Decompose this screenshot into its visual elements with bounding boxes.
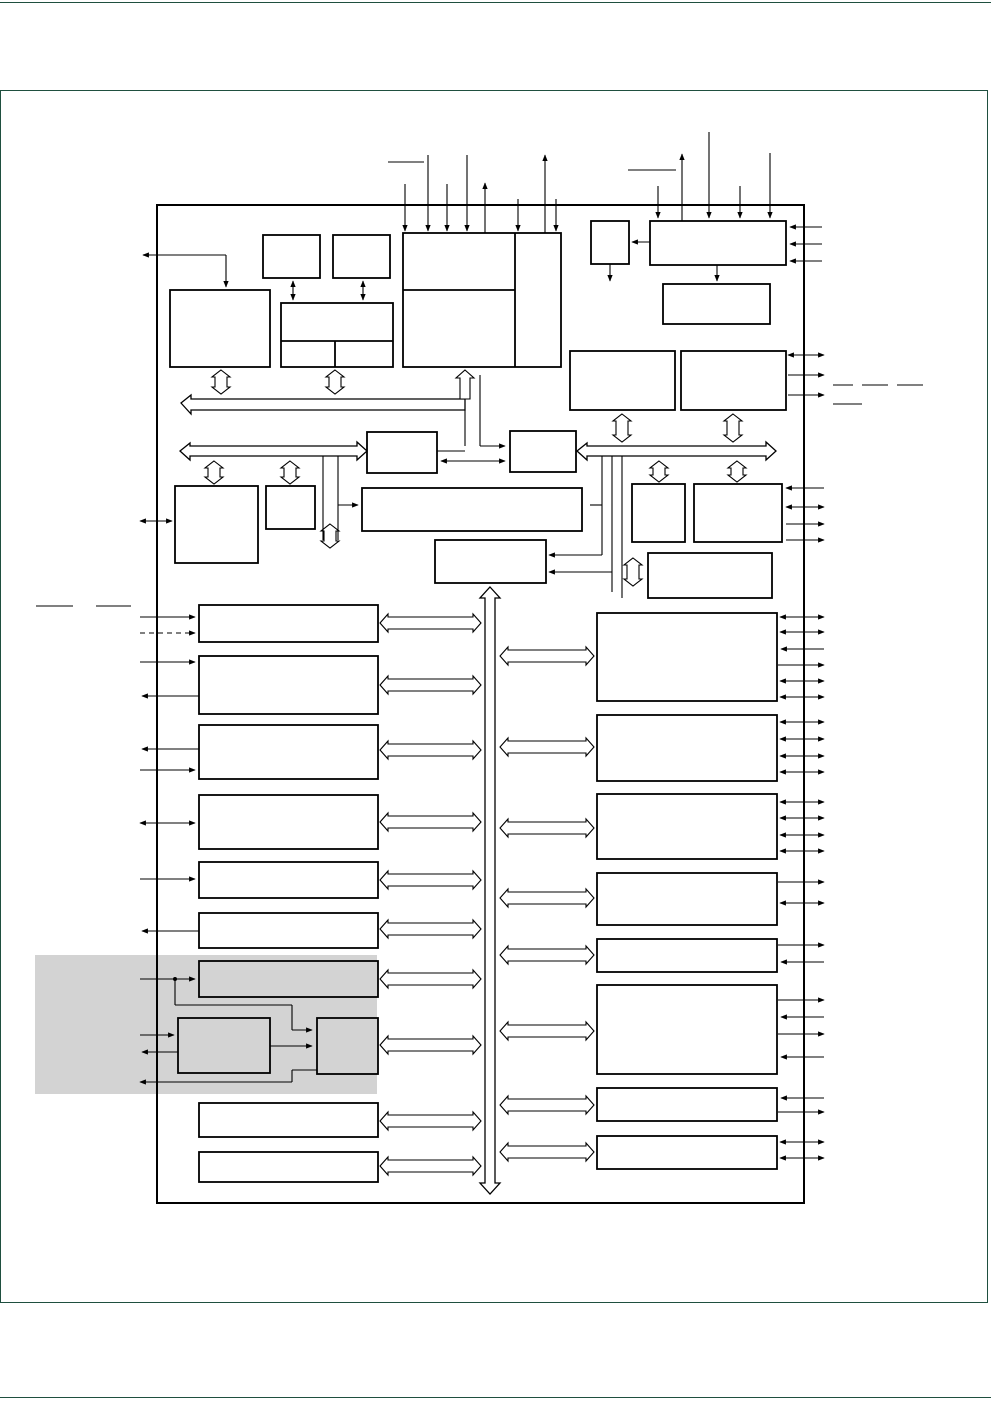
block-left-1 [175,486,258,563]
periph-left-6 [199,913,378,948]
periph-right-4 [597,873,777,925]
periph-left-5 [199,862,378,898]
block-below-top-right [663,284,770,324]
bus-link-connector [380,1112,481,1130]
periph-left-4 [199,795,378,849]
vertical-connector [613,414,631,442]
bus-link-connector [500,1096,594,1114]
periph-right-5 [597,939,777,972]
vertical-connector [281,461,299,484]
periph-right-3 [597,794,777,859]
bus-link-connector [380,614,481,632]
block-left-2 [266,486,315,529]
footer-rule [0,1397,991,1398]
block-small-top [591,221,629,264]
periph-left-9 [317,1018,378,1074]
bus-link-connector [500,647,594,665]
block-right-1 [632,484,685,542]
bridge-right [510,431,576,472]
vertical-connector [650,461,668,482]
bus-right-mid [577,442,776,460]
periph-left-2 [199,656,378,714]
periph-right-6 [597,985,777,1074]
block-mid-right-1 [570,351,675,410]
bus-link-connector [500,819,594,837]
periph-right-7 [597,1088,777,1121]
block-core [403,233,561,367]
bus-link-connector [500,1022,594,1040]
bus-link-connector [380,813,481,831]
periph-left-1 [199,605,378,642]
bus-link-connector [380,970,481,988]
bus-link-connector [380,676,481,694]
block-right-3 [648,553,772,598]
bus-link-connector [380,871,481,889]
bus-link-connector [500,738,594,756]
bus-upper [181,395,465,414]
bus-link-connector [380,920,481,938]
periph-left-3 [199,725,378,779]
periph-left-8 [178,1018,270,1073]
block-d [281,303,393,367]
bus-link-connector [380,741,481,759]
periph-right-8 [597,1136,777,1169]
periph-left-11 [199,1152,378,1182]
vertical-connector [624,558,642,586]
periph-left-7 [199,961,378,997]
central-bus [480,587,500,1194]
block-mid-right-2 [681,351,786,410]
periph-right-2 [597,715,777,781]
block-a [263,235,320,278]
block-b [333,235,390,278]
block-c [170,290,270,367]
bus-left-mid [180,442,367,460]
periph-left-10 [199,1103,378,1137]
vertical-connector [326,370,344,394]
vertical-connector [205,461,223,484]
vertical-connector [724,414,742,442]
bus-link-connector [500,1143,594,1161]
bus-link-connector [380,1036,481,1054]
bus-link-connector [380,1157,481,1175]
vertical-connector [212,370,230,394]
block-center-lower [435,540,546,583]
block-right-2 [694,484,782,542]
bus-link-connector [500,889,594,907]
vertical-connector [728,461,746,482]
core-link-connector [456,370,474,399]
bridge-left [367,432,437,473]
bus-link-connector [500,946,594,964]
block-wide-center [362,488,582,531]
block-top-right [650,221,786,265]
vertical-connector [321,524,339,548]
periph-right-1 [597,613,777,701]
